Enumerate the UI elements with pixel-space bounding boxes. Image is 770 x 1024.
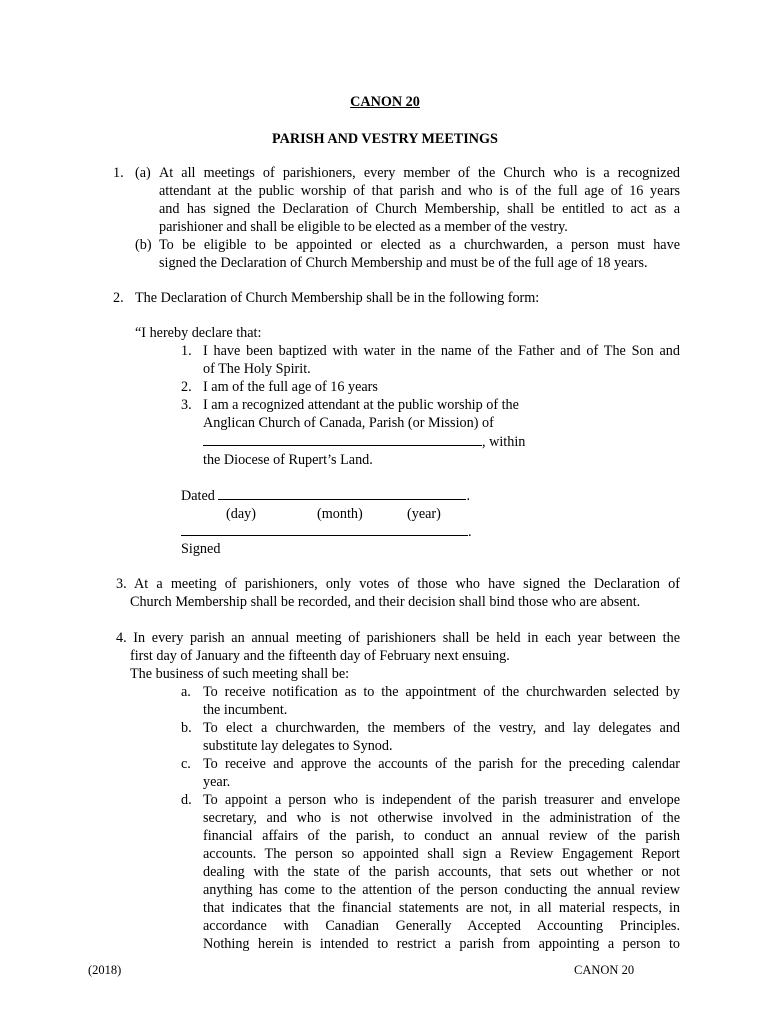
declaration-item-number: 3.: [181, 397, 192, 413]
month-caption: (month): [317, 506, 363, 522]
year-caption: (year): [407, 506, 441, 522]
business-item-line: substitute lay delegates to Synod.: [203, 738, 393, 754]
signed-label: Signed: [181, 541, 221, 557]
section-4-line: first day of January and the fifteenth day of February next ensuing.: [130, 648, 510, 664]
section-2-text: The Declaration of Church Membership shall be in the following form:: [135, 290, 540, 306]
business-item-letter: a.: [181, 684, 191, 700]
business-item-line: accounts. The person so appointed shall sign a Review Engagement Report: [203, 846, 680, 862]
signature-line[interactable]: [181, 523, 472, 542]
section-1a-line: parishioner and shall be eligible to be elected as a member of the vestry.: [159, 219, 568, 235]
business-item-line: that indicates that the financial statements are not, in all material respects, in: [203, 900, 680, 916]
section-3-line: 3. At a meeting of parishioners, only votes of those who have signed the Declaration of: [116, 576, 680, 592]
business-item-line: Nothing herein is intended to restrict a parish from appointing a person to: [203, 936, 680, 952]
business-item-letter: c.: [181, 756, 191, 772]
section-1a-line: attendant at the public worship of that parish and who is of the full age of 16 years: [159, 183, 680, 199]
business-item-line: To receive notification as to the appointment of the churchwarden selected by: [203, 684, 680, 700]
business-item-line: To appoint a person who is independent of the parish treasurer and envelope: [203, 792, 680, 808]
declaration-item-number: 2.: [181, 379, 192, 395]
business-item-line: To elect a churchwarden, the members of the vestry, and lay delegates and: [203, 720, 680, 736]
business-item-line: year.: [203, 774, 231, 790]
day-caption: (day): [226, 506, 256, 522]
section-1b-line: signed the Declaration of Church Membership and must be of the full age of 18 years.: [159, 255, 648, 271]
section-1a-line: and has signed the Declaration of Church Membership, shall be entitled to act as a: [159, 201, 680, 217]
within-text: , within: [482, 434, 526, 450]
diocese-text: the Diocese of Rupert’s Land.: [203, 452, 373, 468]
section-1b-line: To be eligible to be appointed or elected as a churchwarden, a person must have: [159, 237, 680, 253]
declaration-item-line: I am of the full age of 16 years: [203, 379, 378, 395]
declaration-item-line: I have been baptized with water in the name of the Father and of The Son and: [203, 343, 680, 359]
section-3-line: Church Membership shall be recorded, and their decision shall bind those who are absent.: [130, 594, 641, 610]
parish-name-blank[interactable]: [203, 433, 482, 446]
business-item-line: To receive and approve the accounts of the parish for the preceding calendar: [203, 756, 680, 772]
business-item-line: financial affairs of the parish, to conduct an annual review of the parish: [203, 828, 680, 844]
business-item-letter: b.: [181, 720, 192, 736]
section-2-number: 2.: [113, 290, 124, 306]
declaration-item-line: Anglican Church of Canada, Parish (or Mission) of: [203, 415, 494, 431]
footer-canon: CANON 20: [574, 963, 635, 977]
section-1a-label: (a): [135, 165, 151, 181]
business-item-line: accordance with Canadian Generally Accepted Accounting Principles.: [203, 918, 680, 934]
dated-line[interactable]: [181, 487, 470, 506]
section-1b-label: (b): [135, 237, 152, 253]
signature-period: .: [468, 524, 472, 540]
section-1-number: 1.: [113, 165, 124, 181]
signature-blank[interactable]: [181, 523, 468, 536]
date-period: .: [466, 488, 470, 504]
business-item-letter: d.: [181, 792, 192, 808]
declaration-intro: “I hereby declare that:: [135, 325, 262, 341]
section-1a-line: At all meetings of parishioners, every member of the Church who is a recognized: [159, 165, 680, 181]
section-4-line: 4. In every parish an annual meeting of parishioners shall be held in each year between the: [116, 630, 680, 646]
dated-label: Dated: [181, 488, 215, 504]
document-subtitle: PARISH AND VESTRY MEETINGS: [272, 131, 498, 147]
business-item-line: the incumbent.: [203, 702, 288, 718]
business-item-line: anything has come to the attention of the person conducting the annual review: [203, 882, 680, 898]
document-title: CANON 20: [350, 94, 420, 110]
parish-name-line[interactable]: [203, 433, 525, 452]
footer-year: (2018): [88, 963, 122, 977]
date-blank[interactable]: [218, 487, 466, 500]
declaration-item-line: of The Holy Spirit.: [203, 361, 311, 377]
business-item-line: dealing with the state of the parish accounts, that sets out whether or not: [203, 864, 680, 880]
declaration-item-number: 1.: [181, 343, 192, 359]
business-item-line: secretary, and who is not otherwise involved in the administration of the: [203, 810, 680, 826]
declaration-item-line: I am a recognized attendant at the public worship of the: [203, 397, 519, 413]
section-4-line: The business of such meeting shall be:: [130, 666, 350, 682]
